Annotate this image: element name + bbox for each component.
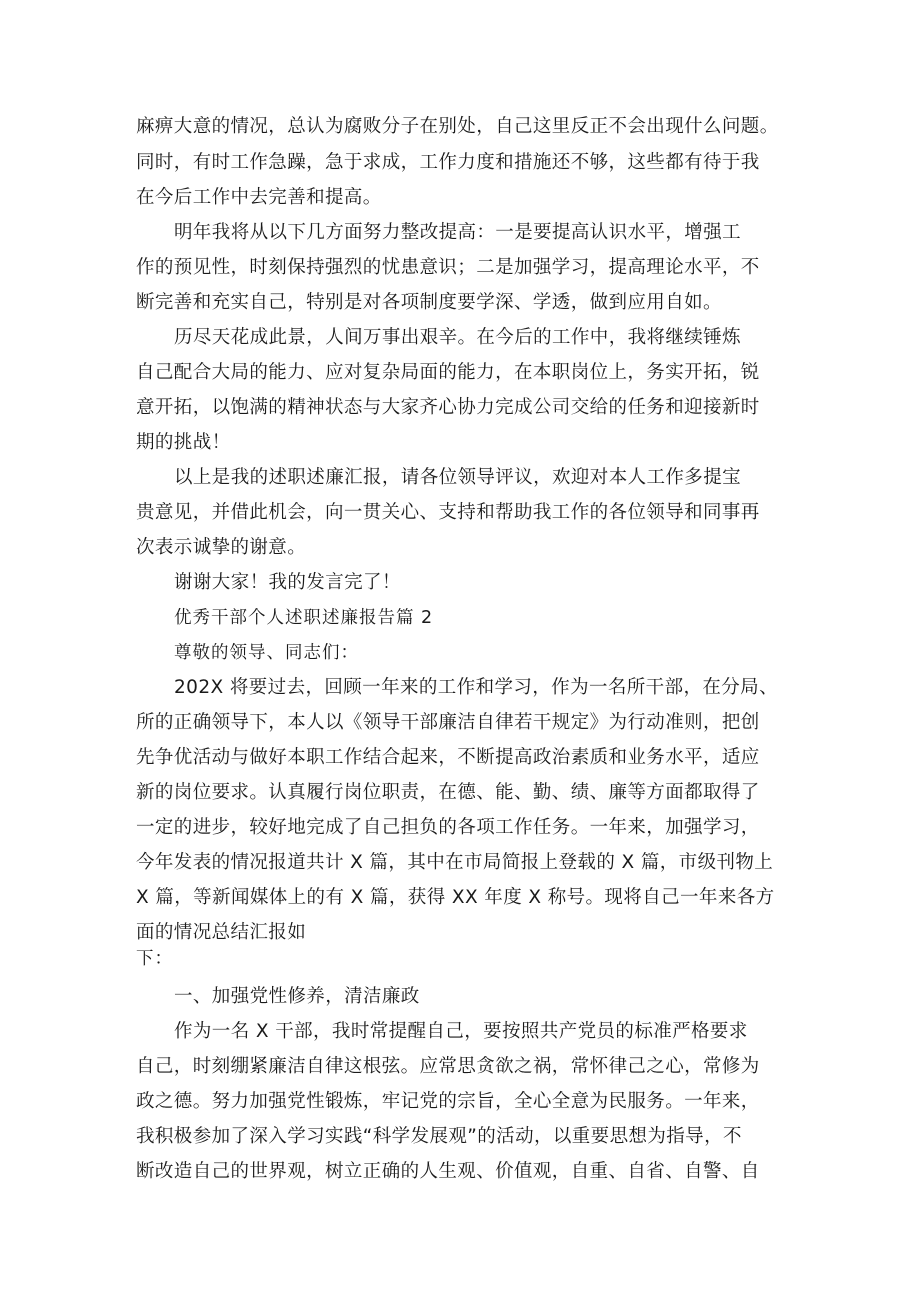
text-line: 在今后工作中去完善和提高。 [136,187,382,208]
text-line: 次表示诚挚的谢意。 [136,537,307,558]
text-line: X 篇，等新闻媒体上的有 X 篇，获得 XX 年度 X 称号。现将自己一年来各方 [136,887,775,908]
text-line: 作为一名 X 干部，我时常提醒自己，要按照共产党员的标准严格要求 [174,1021,748,1042]
section-title: 优秀干部个人述职述廉报告篇 2 [174,608,434,628]
section-heading: 一、加强党性修养，清洁廉政 [174,986,420,1007]
text-line: 我积极参加了深入学习实践“科学发展观”的活动，以重要思想为指导，不 [136,1126,742,1147]
text-line: 面的情况总结汇报如 [136,922,307,943]
text-line: 所的正确领导下，本人以《领导干部廉洁自律若干规定》为行动准则，把创 [136,712,760,733]
text-line: 今年发表的情况报道共计 X 篇，其中在市局简报上登载的 X 篇，市级刊物上 [136,852,774,873]
text-line: 自己配合大局的能力、应对复杂局面的能力，在本职岗位上，务实开拓，锐 [136,362,760,383]
text-line: 202X 将要过去，回顾一年来的工作和学习，作为一名所干部，在分局、 [174,677,778,698]
text-line: 下： [136,949,173,969]
text-line: 先争优活动与做好本职工作结合起来，不断提高政治素质和业务水平，适应 [136,747,760,768]
salutation: 尊敬的领导、同志们： [174,643,359,663]
text-line: 以上是我的述职述廉汇报，请各位领导评议，欢迎对本人工作多提宝 [174,467,742,488]
text-line: 断改造自己的世界观，树立正确的人生观、价值观，自重、自省、自警、自 [136,1161,760,1182]
text-line: 贵意见，并借此机会，向一贯关心、支持和帮助我工作的各位领导和同事再 [136,502,760,523]
text-line: 断完善和充实自己，特别是对各项制度要学深、学透，做到应用自如。 [136,292,722,313]
text-line: 政之德。努力加强党性锻炼，牢记党的宗旨，全心全意为民服务。一年来， [136,1091,760,1112]
text-line: 一定的进步，较好地完成了自己担负的各项工作任务。一年来，加强学习， [136,817,760,838]
text-line: 自己，时刻绷紧廉洁自律这根弦。应常思贪欲之祸，常怀律己之心，常修为 [136,1056,760,1077]
text-line: 期的挑战！ [136,432,231,453]
text-line: 意开拓，以饱满的精神状态与大家齐心协力完成公司交给的任务和迎接新时 [136,397,760,418]
text-line: 谢谢大家！我的发言完了！ [174,572,401,593]
text-line: 新的岗位要求。认真履行岗位职责，在德、能、勤、绩、廉等方面都取得了 [136,782,760,803]
text-line: 作的预见性，时刻保持强烈的忧患意识；二是加强学习，提高理论水平，不 [136,257,760,278]
text-line: 明年我将从以下几方面努力整改提高：一是要提高认识水平，增强工 [174,222,742,243]
text-line: 历尽天花成此景，人间万事出艰辛。在今后的工作中，我将继续锤炼 [174,327,742,348]
text-line: 麻痹大意的情况，总认为腐败分子在别处，自己这里反正不会出现什么问题。 [136,116,779,137]
text-line: 同时，有时工作急躁，急于求成，工作力度和措施还不够，这些都有待于我 [136,152,760,173]
